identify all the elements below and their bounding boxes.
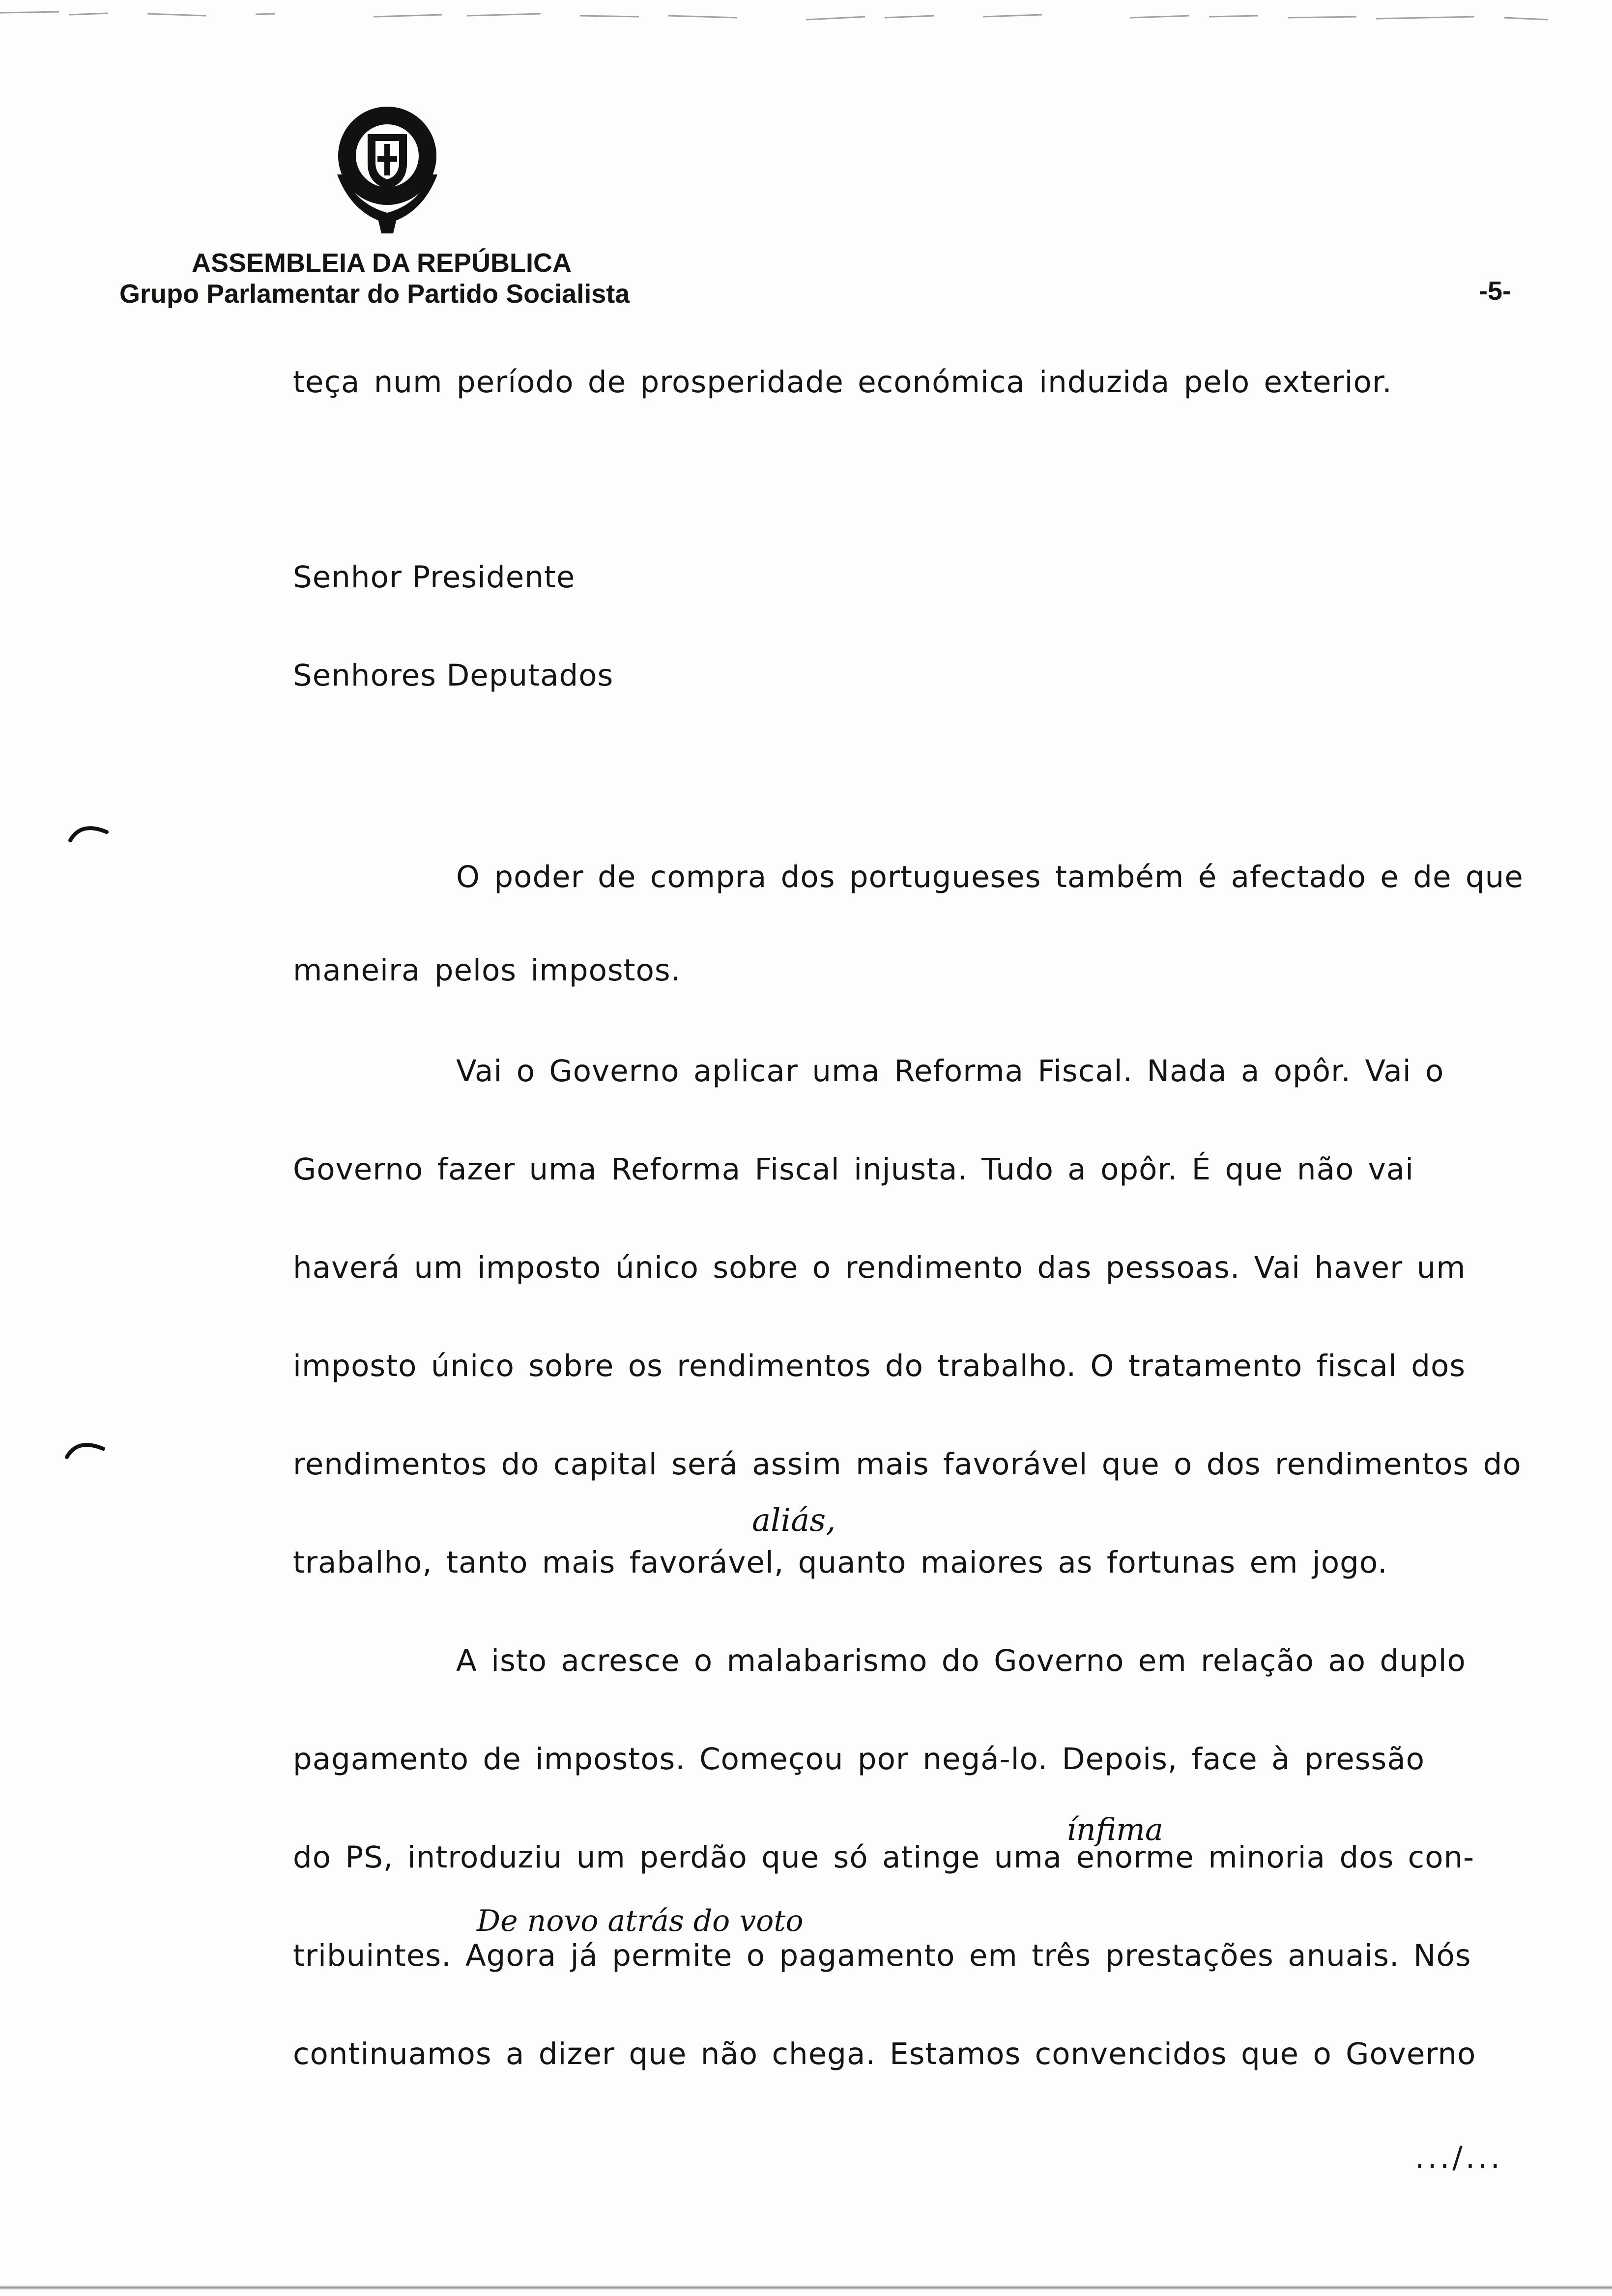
- body-line: pagamento de impostos. Começou por negá-lo. Depois, face à pressão: [293, 1742, 1425, 1777]
- body-line: do PS, introduziu um perdão que só atinge uma enorme minoria dos con-: [293, 1840, 1475, 1875]
- body-line: rendimentos do capital será assim mais favorável que o dos rendimentos do: [293, 1447, 1522, 1482]
- handwritten-insert: [1057, 1808, 1263, 1853]
- body-line: A isto acresce o malabarismo do Governo em relação ao duplo: [456, 1643, 1466, 1678]
- handwritten-insert: [472, 1899, 875, 1944]
- portuguese-coat-of-arms-icon: [322, 101, 452, 236]
- body-line: maneira pelos impostos.: [293, 953, 681, 988]
- salutation-deputies: Senhores Deputados: [293, 658, 614, 693]
- body-line: imposto único sobre os rendimentos do trabalho. O tratamento fiscal dos: [293, 1349, 1466, 1383]
- body-line: tribuintes. Agora já permite o pagamento em três prestações anuais. Nós: [293, 1938, 1471, 1973]
- page-continuation-mark: .../...: [1415, 2140, 1503, 2175]
- handwritten-insert: [742, 1496, 890, 1546]
- page-number: -5-: [1479, 276, 1511, 306]
- body-line: O poder de compra dos portugueses também é afectado e de que: [456, 860, 1524, 894]
- handwritten-insert-text: ínfima: [1066, 1811, 1163, 1847]
- opening-line: teça num período de prosperidade económica induzida pelo exterior.: [293, 365, 1392, 400]
- scan-bottom-edge: [0, 2285, 1612, 2290]
- handwritten-insert-text: De novo atrás do voto: [477, 1904, 804, 1938]
- parliamentary-group-name: Grupo Parlamentar do Partido Socialista: [119, 279, 630, 309]
- body-line: continuamos a dizer que não chega. Estamos convencidos que o Governo: [293, 2037, 1476, 2071]
- handwritten-insert-text: aliás,: [752, 1502, 836, 1539]
- body-line: haverá um imposto único sobre o rendimento das pessoas. Vai haver um: [293, 1250, 1466, 1285]
- scan-top-edge: [0, 9, 1612, 29]
- salutation-president: Senhor Presidente: [293, 560, 576, 595]
- body-line: Vai o Governo aplicar uma Reforma Fiscal. Nada a opôr. Vai o: [456, 1054, 1444, 1089]
- margin-bracket-mark: [63, 1435, 107, 1464]
- body-line: Governo fazer uma Reforma Fiscal injusta. Tudo a opôr. É que não vai: [293, 1152, 1414, 1187]
- institution-name: ASSEMBLEIA DA REPÚBLICA: [192, 248, 572, 278]
- margin-bracket-mark: [66, 818, 111, 848]
- body-line: trabalho, tanto mais favorável, quanto maiores as fortunas em jogo.: [293, 1545, 1388, 1580]
